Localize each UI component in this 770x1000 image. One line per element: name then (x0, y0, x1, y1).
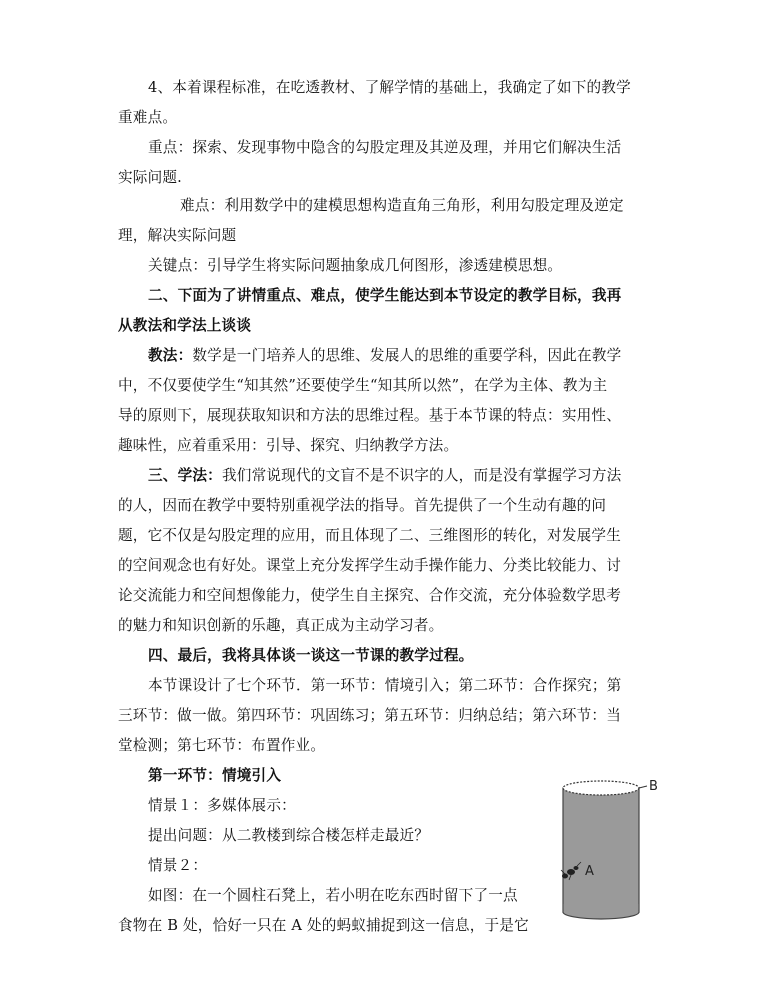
text-line (118, 614, 443, 638)
cylinder-top (563, 781, 639, 795)
line-text: 从教法和学法上谈谈 (118, 317, 252, 334)
text-line (118, 584, 621, 608)
text-line (148, 644, 473, 668)
line-text: 中，不仅要使学生“知其然”还要使学生“知其所以然”，在学为主体、教为主 (118, 377, 608, 394)
line-text: 实际问题. (118, 169, 183, 186)
cylinder-body (563, 788, 639, 912)
text-line (118, 914, 529, 938)
line-text: 提出问题：从二教楼到综合楼怎样走最近？ (148, 827, 430, 844)
text-line (148, 764, 281, 788)
lead-label: 教法： (148, 347, 193, 364)
text-line (118, 106, 177, 130)
text-line (148, 794, 296, 818)
line-text: 重难点。 (118, 109, 178, 126)
line-text: 4、本着课程标准，在吃透教材、了解学情的基础上，我确定了如下的教学 (148, 79, 631, 96)
text-line (148, 284, 621, 308)
text-line (118, 554, 621, 578)
line-text: 情景１：多媒体展示： (148, 797, 296, 814)
line-text: 二、下面为了讲情重点、难点，使学生能达到本节设定的教学目标，我再 (148, 287, 622, 304)
line-text: 难点：利用数学中的建模思想构造直角三角形，利用勾股定理及逆定 (180, 197, 624, 214)
text-line (148, 884, 518, 908)
text-line (118, 524, 621, 548)
line-text: 重点：探索、发现事物中隐含的勾股定理及其逆及理，并用它们解决生活 (148, 139, 622, 156)
text-line (148, 344, 621, 368)
line-text: 数学是一门培养人的思维、发展人的思维的重要学科，因此在教学 (192, 347, 622, 364)
text-line (118, 224, 236, 248)
line-text: 如图：在一个圆柱石凳上，若小明在吃东西时留下了一点 (148, 887, 518, 904)
text-line (148, 854, 207, 878)
text-line (118, 374, 607, 398)
text-line (118, 404, 621, 428)
point-b-label: B (649, 779, 658, 794)
line-text: 的空间观念也有好处。课堂上充分发挥学生动手操作能力、分类比较能力、讨 (118, 557, 621, 574)
text-line (148, 464, 621, 488)
line-text: 理，解决实际问题 (118, 227, 237, 244)
line-text: 食物在 B 处，恰好一只在 A 处的蚂蚁捕捉到这一信息，于是它 (118, 917, 529, 934)
text-line (118, 734, 325, 758)
line-text: 导的原则下，展现获取知识和方法的思维过程。基于本节课的特点：实用性、 (118, 407, 621, 424)
text-line (180, 194, 624, 218)
text-line (118, 494, 606, 518)
line-text: 的人，因而在教学中要特别重视学法的指导。首先提供了一个生动有趣的问 (118, 497, 607, 514)
line-text: 关键点：引导学生将实际问题抽象成几何图形，渗透建模思想。 (148, 257, 563, 274)
text-line (148, 674, 621, 698)
text-line (148, 824, 429, 848)
line-text: 情景２： (148, 857, 208, 874)
line-text: 三环节：做一做。第四环节：巩固练习；第五环节：归纳总结；第六环节：当 (118, 707, 621, 724)
text-line (148, 76, 631, 100)
line-text: 题，它不仅是勾股定理的应用，而且体现了二、三维图形的转化，对发展学生 (118, 527, 621, 544)
line-text: 堂检测；第七环节：布置作业。 (118, 737, 326, 754)
text-line (148, 136, 621, 160)
text-line (118, 166, 182, 190)
text-line (118, 704, 621, 728)
point-a-label: A (585, 864, 594, 879)
line-text: 第一环节：情境引入 (148, 767, 282, 784)
cylinder-figure (555, 772, 685, 932)
line-text: 趣味性，应着重采用：引导、探究、归纳教学方法。 (118, 437, 459, 454)
line-text: 四、最后，我将具体谈一谈这一节课的教学过程。 (148, 647, 474, 664)
text-line (118, 434, 458, 458)
text-line (148, 254, 562, 278)
text-line (118, 314, 251, 338)
line-text: 的魅力和知识创新的乐趣，真正成为主动学习者。 (118, 617, 444, 634)
line-text: 本节课设计了七个环节．第一环节：情境引入；第二环节：合作探究；第 (148, 677, 622, 694)
line-text: 我们常说现代的文盲不是不识字的人，而是没有掌握学习方法 (221, 467, 622, 484)
lead-label: 三、学法： (148, 467, 222, 484)
line-text: 论交流能力和空间想像能力，使学生自主探究、合作交流，充分体验数学思考 (118, 587, 621, 604)
